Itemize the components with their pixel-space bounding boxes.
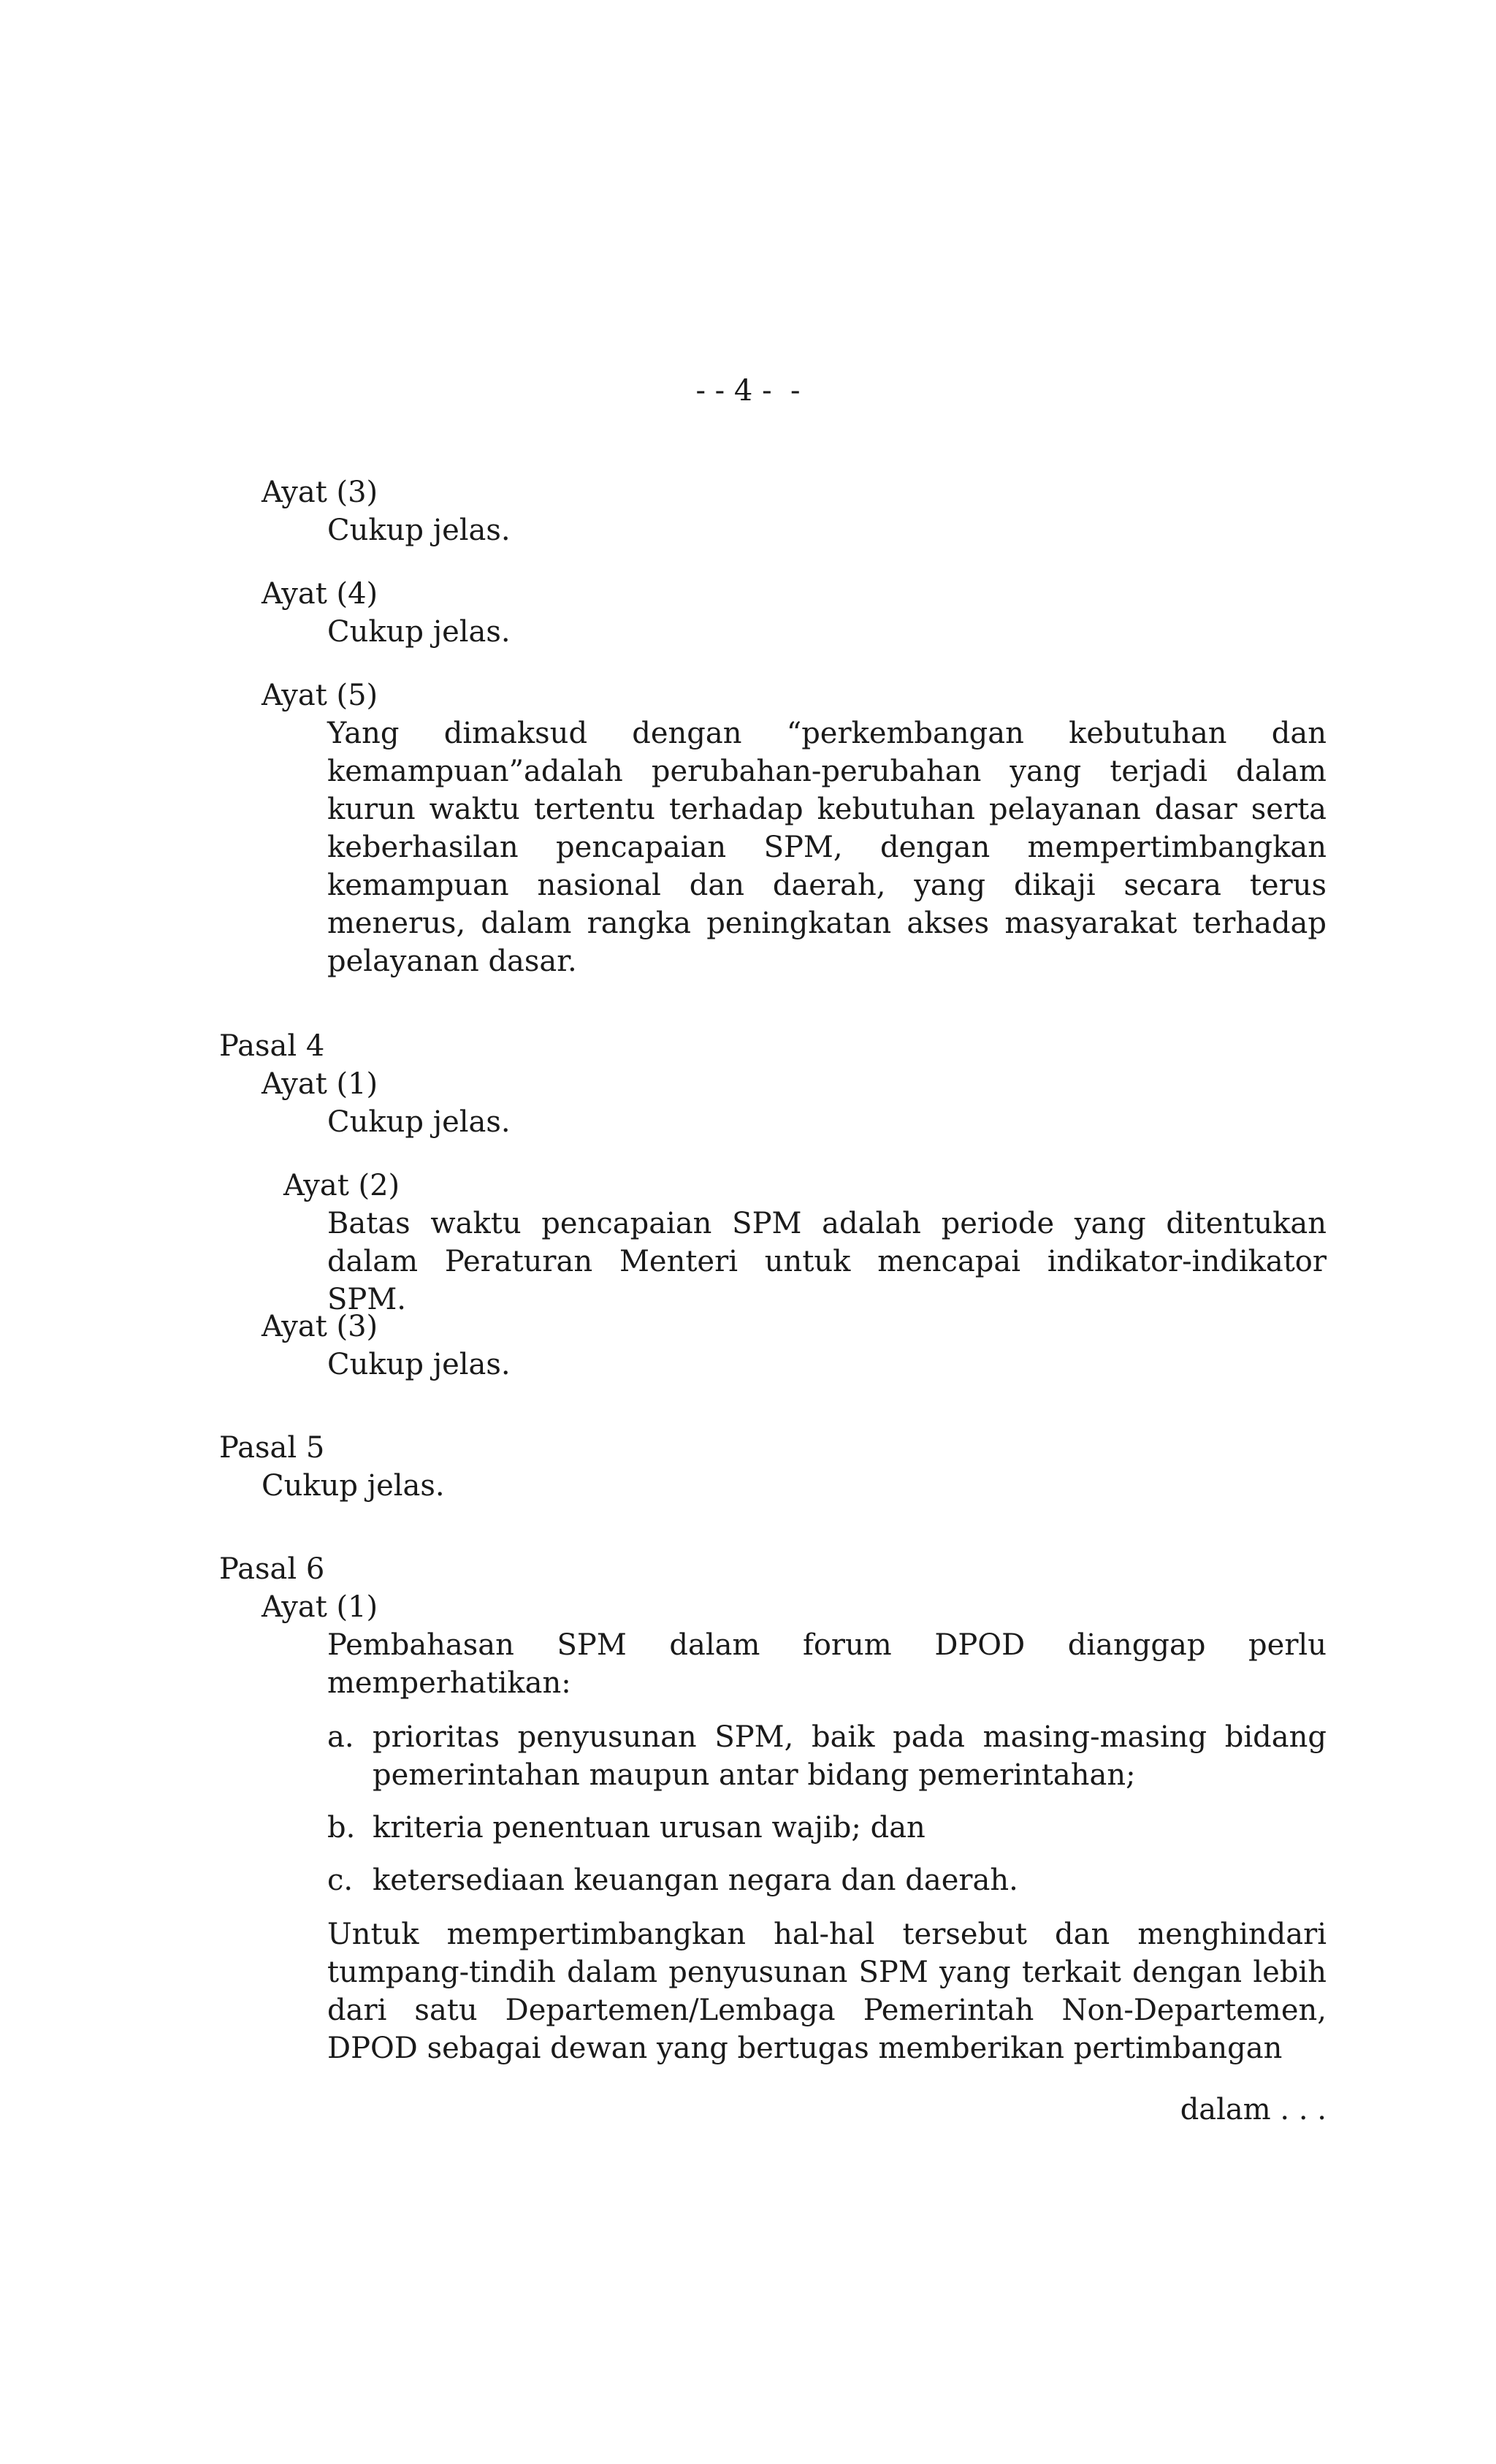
pasal-4-ayat-2-paragraph: Batas waktu pencapaian SPM adalah periode yang ditentukan dalam Peraturan Menteri untuk mencapai indikator-indikator SPM.: [327, 1207, 1327, 1316]
list-marker: a.: [327, 1720, 354, 1754]
pasal-4-ayat-3-text: Cukup jelas.: [327, 1348, 511, 1381]
continuation-marker: dalam . . .: [1180, 2093, 1327, 2127]
ayat-5-paragraph: Yang dimaksud dengan “perkembangan kebutuhan dan kemampuan”adalah perubahan-perubahan yang terjadi dalam kurun waktu tertentu terhadap kebutuhan pelayanan dasar serta keberhasilan pencapaian SPM, dengan mempertimbangkan kemampuan nasional dan daerah, yang dikaji secara terus menerus, dalam rangka peningkatan akses masyarakat terhadap pelayanan dasar.: [327, 717, 1327, 978]
list-item: [327, 1718, 1327, 1794]
pasal-5-text: Cukup jelas.: [262, 1469, 445, 1503]
pasal-4-ayat-1-text: Cukup jelas.: [327, 1105, 511, 1139]
ayat-4-text: Cukup jelas.: [327, 615, 511, 649]
pasal-4-ayat-1-heading: Ayat (1): [262, 1067, 378, 1101]
list-item-text: kriteria penentuan urusan wajib; dan: [373, 1811, 926, 1845]
list-item-text: prioritas penyusunan SPM, baik pada masing-masing bidang pemerintahan maupun antar bidang pemerintahan;: [373, 1720, 1327, 1792]
pasal-4-ayat-2-heading: Ayat (2): [283, 1169, 400, 1202]
ayat-4-heading: Ayat (4): [262, 577, 378, 611]
pasal-6-heading: Pasal 6: [219, 1552, 325, 1586]
pasal-6-ayat-1-closing: Untuk mempertimbangkan hal-hal tersebut dan menghindari tumpang-tindih dalam penyusunan SPM yang terkait dengan lebih dari satu Departemen/Lembaga Pemerintah Non-Departemen, DPOD sebagai dewan yang bertugas memberikan pertimbangan: [327, 1918, 1327, 2065]
pasal-5-heading: Pasal 5: [219, 1431, 325, 1465]
pasal-6-ayat-1-intro: Pembahasan SPM dalam forum DPOD dianggap perlu memperhatikan:: [327, 1628, 1327, 1700]
list-item-text: ketersediaan keuangan negara dan daerah.: [373, 1864, 1018, 1897]
list-item: [327, 1809, 1327, 1847]
ayat-5-heading: Ayat (5): [262, 679, 378, 712]
list-marker: b.: [327, 1811, 356, 1845]
ayat-3-text: Cukup jelas.: [327, 514, 511, 547]
pasal-6-ayat-1-heading: Ayat (1): [262, 1590, 378, 1624]
list-marker: c.: [327, 1864, 354, 1897]
pasal-4-ayat-3-heading: Ayat (3): [262, 1310, 378, 1343]
page-number: - - 4 - -: [695, 374, 801, 408]
list-item: [327, 1861, 1327, 1899]
pasal-4-heading: Pasal 4: [219, 1029, 325, 1063]
ayat-3-heading: Ayat (3): [262, 476, 378, 509]
